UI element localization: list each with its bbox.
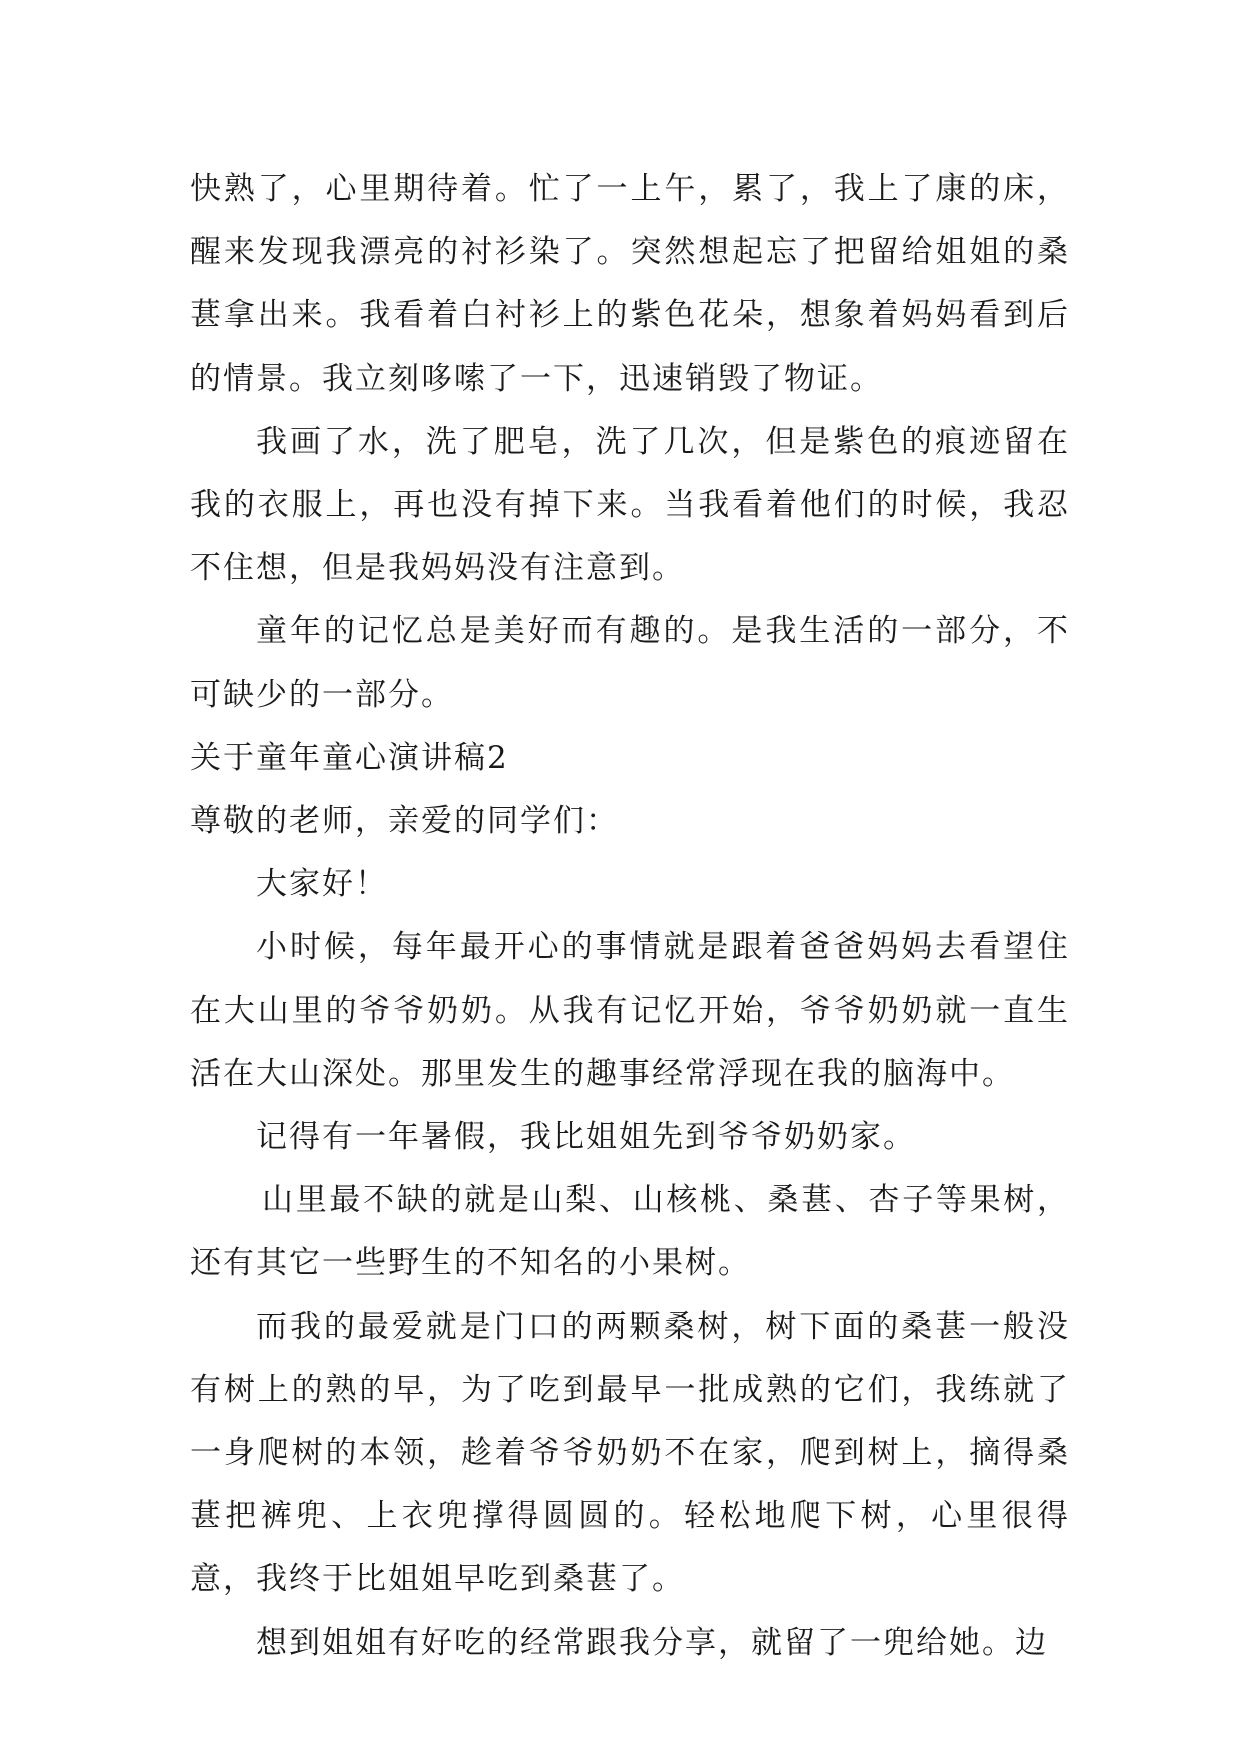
paragraph-mulberry: 而我的最爱就是门口的两颗桑树，树下面的桑葚一般没有树上的熟的早，为了吃到最早一批成熟的它们，我练就了一身爬树的本领，趁着爷爷奶奶不在家，爬到树上，摘得桑葚把裤兜、上衣兜撑得圆圆的。轻松地爬下树，心里很得意，我终于比姐姐早吃到桑葚了。 [190,1308,1070,1598]
section-title: 关于童年童心演讲稿2 [190,739,509,776]
paragraph-memory: 童年的记忆总是美好而有趣的。是我生活的一部分，不可缺少的一部分。 [190,613,1070,713]
paragraph-summer: 记得有一年暑假，我比姐姐先到爷爷奶奶家。 [256,1119,916,1156]
paragraph-washing: 我画了水，洗了肥皂，洗了几次，但是紫色的痕迹留在我的衣服上，再也没有掉下来。当我看着他们的时候，我忍不住想，但是我妈妈没有注意到。 [190,423,1070,587]
paragraph-fruit-trees: 山里最不缺的就是山梨、山核桃、桑葚、杏子等果树，还有其它一些野生的不知名的小果树。 [190,1182,1070,1282]
paragraph-continuation: 快熟了，心里期待着。忙了一上午，累了，我上了康的床，醒来发现我漂亮的衬衫染了。突然想起忘了把留给姐姐的桑葚拿出来。我看着白衬衫上的紫色花朵，想象着妈妈看到后的情景。我立刻哆嗦了一下，迅速销毁了物证。 [190,171,1070,397]
greeting: 大家好！ [256,866,388,903]
document-body [190,158,1070,1675]
paragraph-childhood: 小时候，每年最开心的事情就是跟着爸爸妈妈去看望住在大山里的爷爷奶奶。从我有记忆开始，爷爷奶奶就一直生活在大山深处。那里发生的趣事经常浮现在我的脑海中。 [190,929,1070,1092]
paragraph-sister: 想到姐姐有好吃的经常跟我分享，就留了一兜给她。边 [256,1624,1048,1661]
salutation: 尊敬的老师，亲爱的同学们： [190,803,619,840]
